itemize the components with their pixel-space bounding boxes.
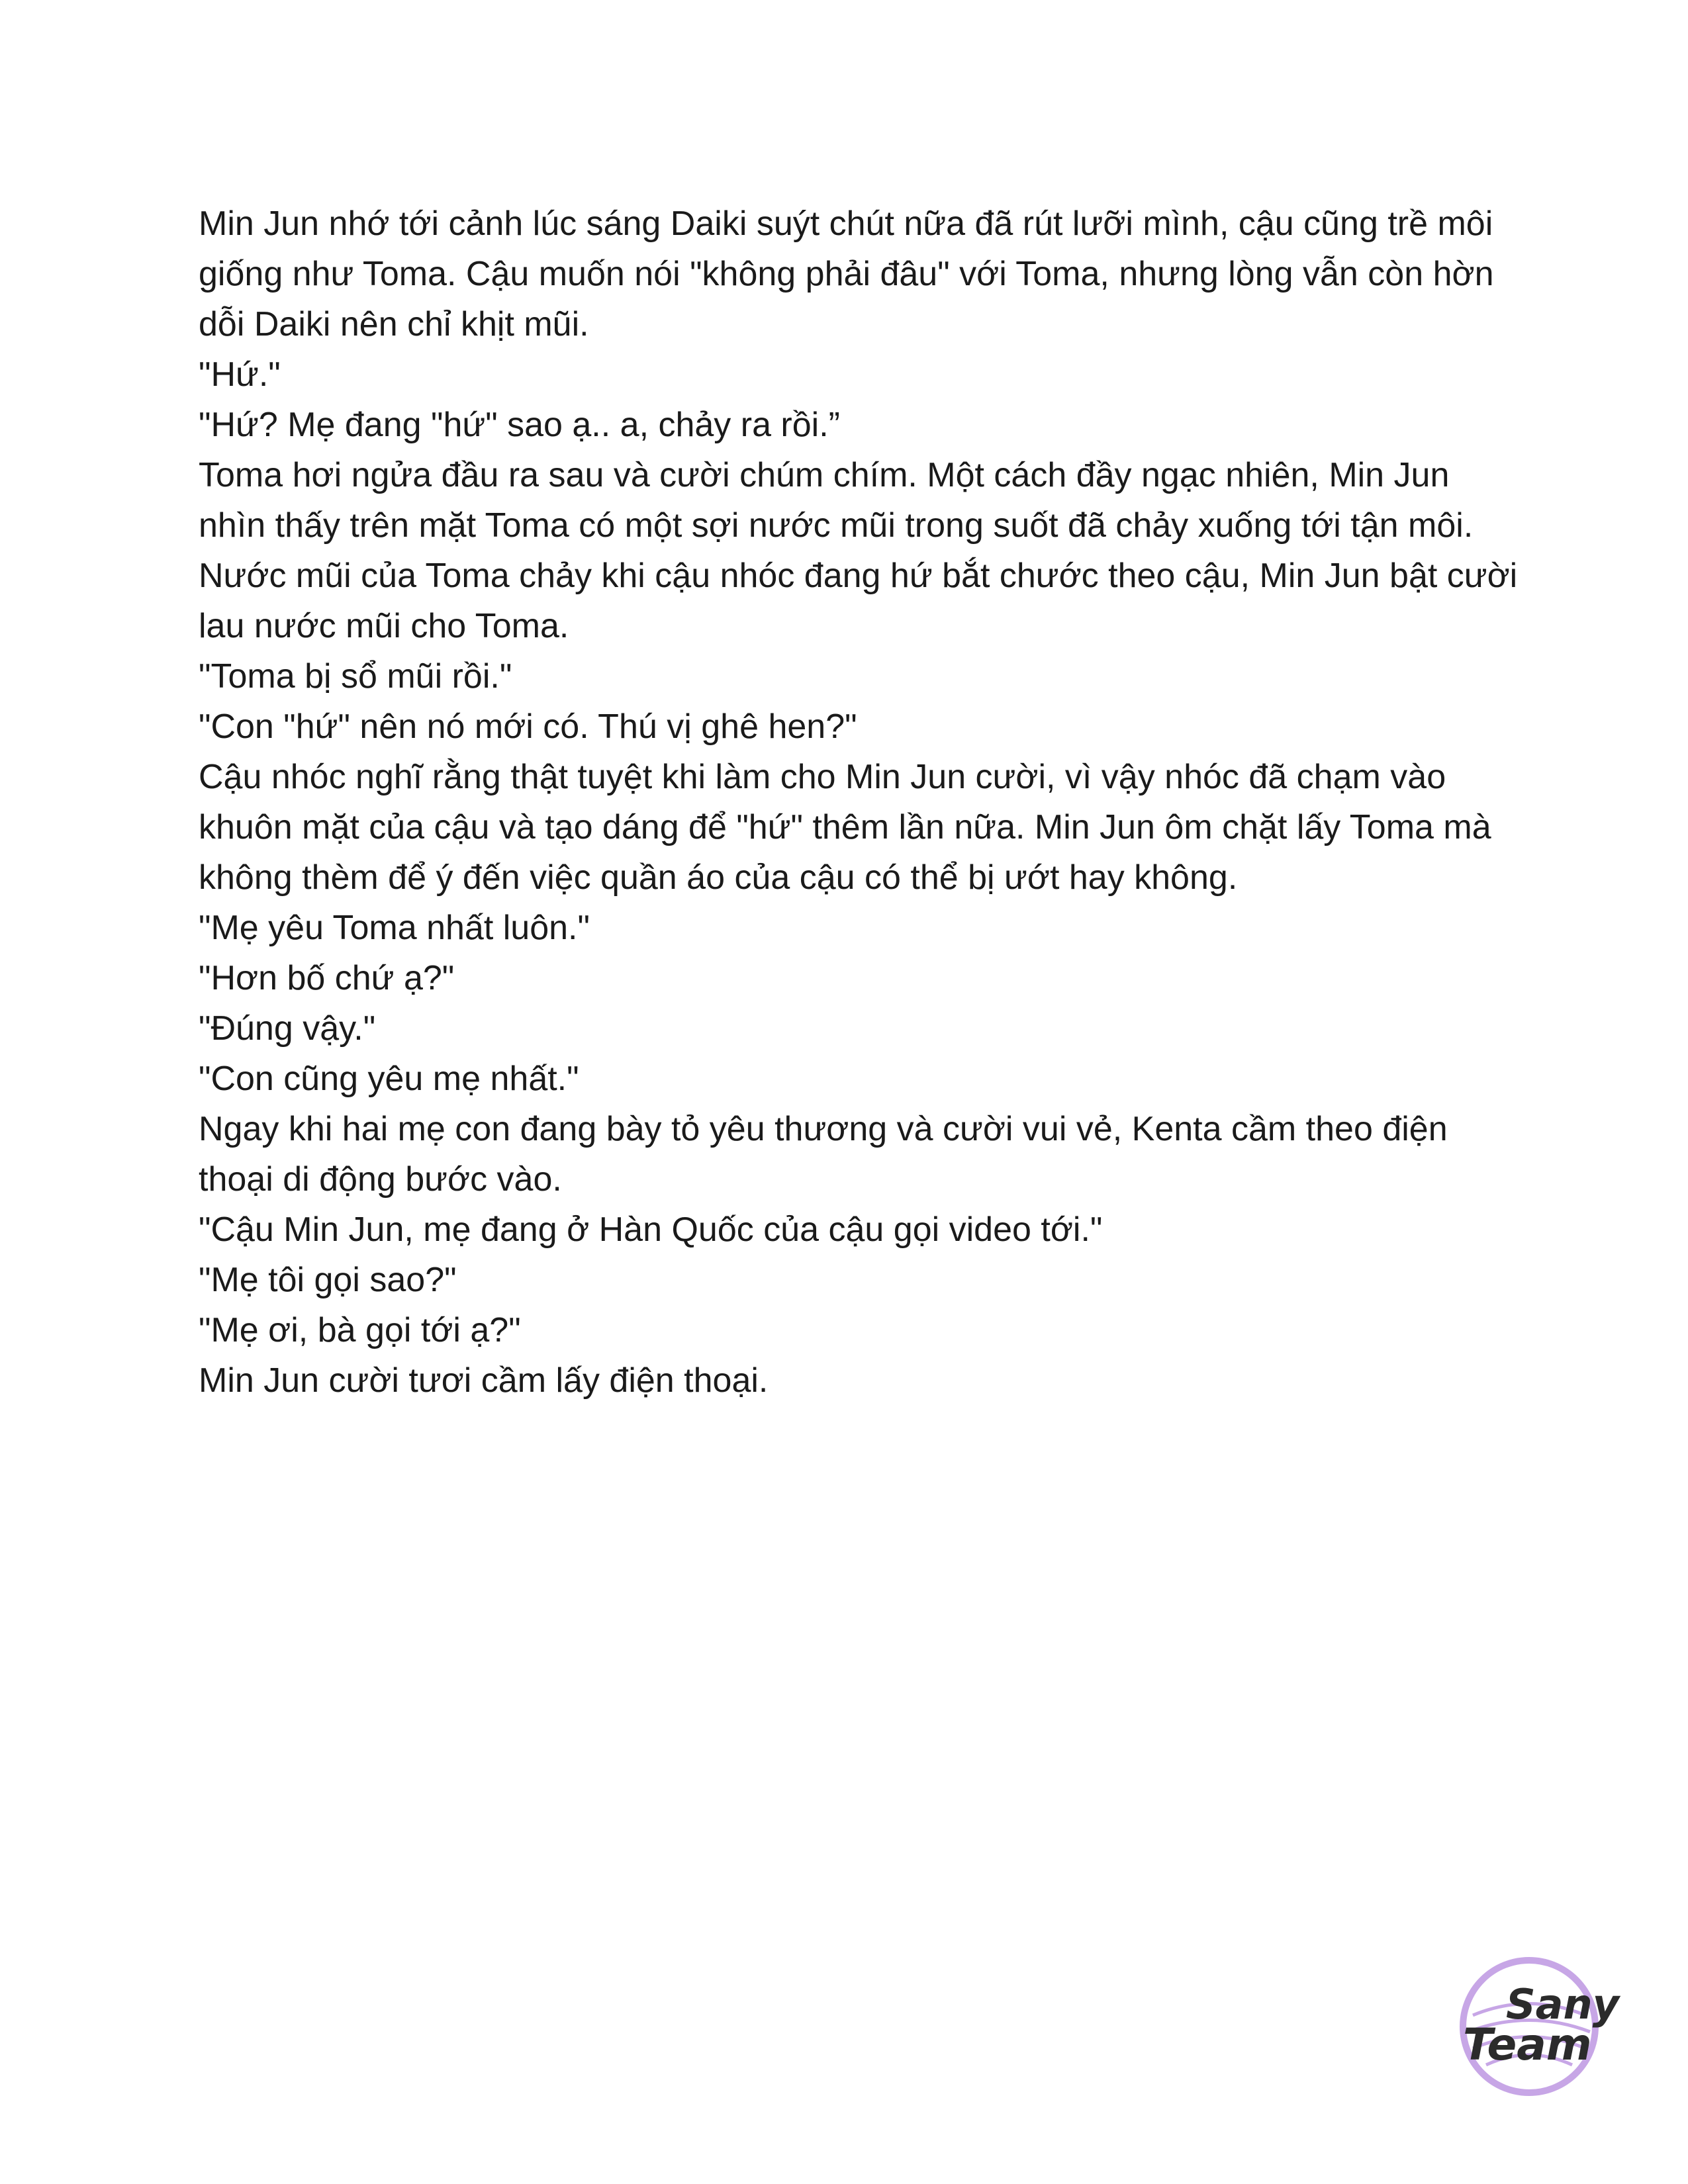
paragraph: "Đúng vậy." xyxy=(199,1009,376,1048)
paragraph: "Cậu Min Jun, mẹ đang ở Hàn Quốc của cậu gọi video tới." xyxy=(199,1210,1103,1249)
paragraph: "Hứ." xyxy=(199,355,281,394)
paragraph: "Mẹ yêu Toma nhất luôn." xyxy=(199,909,590,947)
logo-graphic xyxy=(1436,1952,1622,2105)
paragraph: "Con cũng yêu mẹ nhất." xyxy=(199,1060,579,1098)
sany-team-logo xyxy=(1436,1952,1622,2105)
paragraph: Toma hơi ngửa đầu ra sau và cười chúm chím. Một cách đầy ngạc nhiên, Min Jun nhìn thấy trên mặt Toma có một sợi nước mũi trong suốt đã chảy xuống tới tận môi. Nước mũi của Toma chảy khi cậu nhóc đang hứ bắt chước theo cậu, Min Jun bật cười lau nước mũi cho Toma. xyxy=(199,456,1518,645)
story-text xyxy=(199,199,1523,1406)
paragraph: "Con "hứ" nên nó mới có. Thú vị ghê hen?" xyxy=(199,707,857,746)
paragraph: Cậu nhóc nghĩ rằng thật tuyệt khi làm cho Min Jun cười, vì vậy nhóc đã chạm vào khuôn mặt của cậu và tạo dáng để "hứ" thêm lần nữa. Min Jun ôm chặt lấy Toma mà không thèm để ý đến việc quần áo của cậu có thể bị ướt hay không. xyxy=(199,758,1491,897)
paragraph: Min Jun cười tươi cầm lấy điện thoại. xyxy=(199,1361,769,1400)
paragraph: "Mẹ tôi gọi sao?" xyxy=(199,1261,457,1299)
paragraph: Min Jun nhớ tới cảnh lúc sáng Daiki suýt chút nữa đã rút lưỡi mình, cậu cũng trề môi giống như Toma. Cậu muốn nói "không phải đâu" với Toma, nhưng lòng vẫn còn hờn dỗi Daiki nên chỉ khịt mũi. xyxy=(199,205,1494,343)
logo-text-line2: Team xyxy=(1463,2019,1592,2070)
paragraph: "Hứ? Mẹ đang "hứ" sao ạ.. a, chảy ra rồi.” xyxy=(199,406,840,444)
logo-text-line1: Sany xyxy=(1506,1980,1620,2028)
paragraph: Ngay khi hai mẹ con đang bày tỏ yêu thương và cười vui vẻ, Kenta cầm theo điện thoại di động bước vào. xyxy=(199,1110,1448,1199)
paragraph: "Mẹ ơi, bà gọi tới ạ?" xyxy=(199,1311,521,1349)
paragraph: "Hơn bố chứ ạ?" xyxy=(199,959,455,997)
paragraph: "Toma bị sổ mũi rồi." xyxy=(199,657,512,696)
